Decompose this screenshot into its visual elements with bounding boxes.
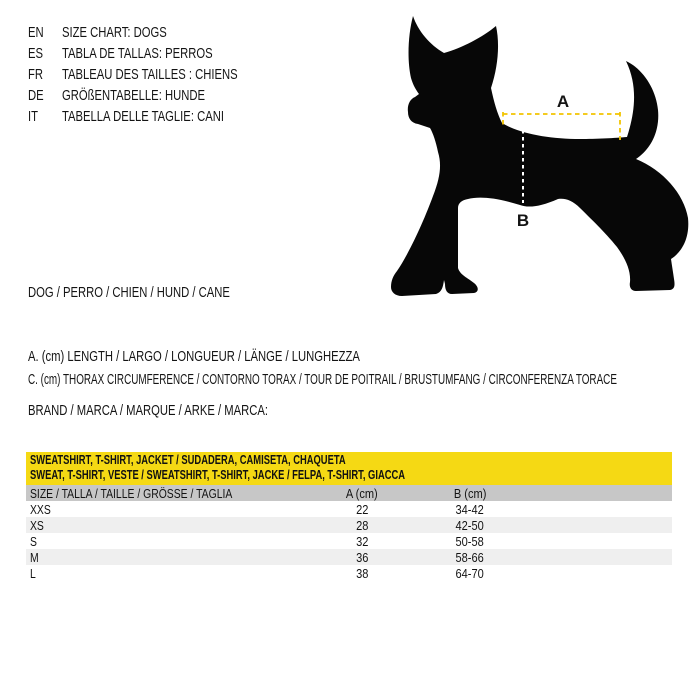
legend-length: A. (cm) LENGTH / LARGO / LONGUEUR / LÄNGE / LUNGHEZZA [28,348,360,365]
size-value: XXS [30,501,51,517]
title-fr: TABLEAU DES TAILLES : CHIENS [62,66,238,83]
b-value: 42-50 [455,517,485,533]
animal-caption: DOG / PERRO / CHIEN / HUND / CANE [28,284,230,301]
title-en: SIZE CHART: DOGS [62,24,167,41]
size-table-title-band [26,452,672,485]
a-value: 38 [355,565,369,581]
size-table-title-line2: SWEAT, T-SHIRT, VESTE / SWEATSHIRT, T-SHIRT, JACKE / FELPA, T-SHIRT, GIACCA [30,468,406,482]
size-value: M [30,549,39,565]
table-row-xxs [26,501,672,517]
lang-row-fr [28,64,296,85]
dog-measurement-figure [380,0,700,305]
lang-code-it: IT [28,108,39,125]
table-row-m [26,549,672,565]
dog-figure-svg [380,0,700,305]
size-table-title-line1: SWEATSHIRT, T-SHIRT, JACKET / SUDADERA, CAMISETA, CHAQUETA [30,453,346,467]
table-row-s [26,533,672,549]
col-size: SIZE / TALLA / TAILLE / GRÖSSE / TAGLIA [30,485,233,501]
lang-row-it [28,106,296,127]
title-es: TABLA DE TALLAS: PERROS [62,45,213,62]
title-it: TABELLA DELLE TAGLIE: CANI [62,108,224,125]
title-de: GRÖßENTABELLE: HUNDE [62,87,205,104]
lang-row-de [28,85,296,106]
a-value: 22 [355,501,369,517]
lang-code-es: ES [28,45,44,62]
legend-thorax: C. (cm) THORAX CIRCUMFERENCE / CONTORNO TORAX / TOUR DE POITRAIL / BRUSTUMFANG / CIRCONFERENZA TORACE [28,371,617,388]
measure-b-label: B [516,211,530,230]
dog-silhouette [391,16,688,296]
measure-a-label: A [556,92,570,111]
b-value: 50-58 [455,533,485,549]
b-value: 64-70 [455,565,485,581]
a-value: 36 [355,549,369,565]
brand-label: BRAND / MARCA / MARQUE / ARKE / MARCA: [28,402,269,419]
size-value: XS [30,517,44,533]
size-value: S [30,533,37,549]
col-a-cm: A (cm) [346,485,378,501]
lang-code-en: EN [28,24,44,41]
table-row-l [26,565,672,581]
a-value: 32 [355,533,369,549]
lang-row-en [28,22,296,43]
table-row-xs [26,517,672,533]
language-title-list [28,22,296,127]
lang-row-es [28,43,296,64]
a-value: 28 [355,517,369,533]
lang-code-de: DE [28,87,44,104]
b-value: 34-42 [455,501,485,517]
size-table-column-header [26,485,672,501]
size-table [26,452,672,581]
col-b-cm: B (cm) [453,485,487,501]
lang-code-fr: FR [28,66,43,83]
b-value: 58-66 [455,549,485,565]
size-value: L [30,565,36,581]
